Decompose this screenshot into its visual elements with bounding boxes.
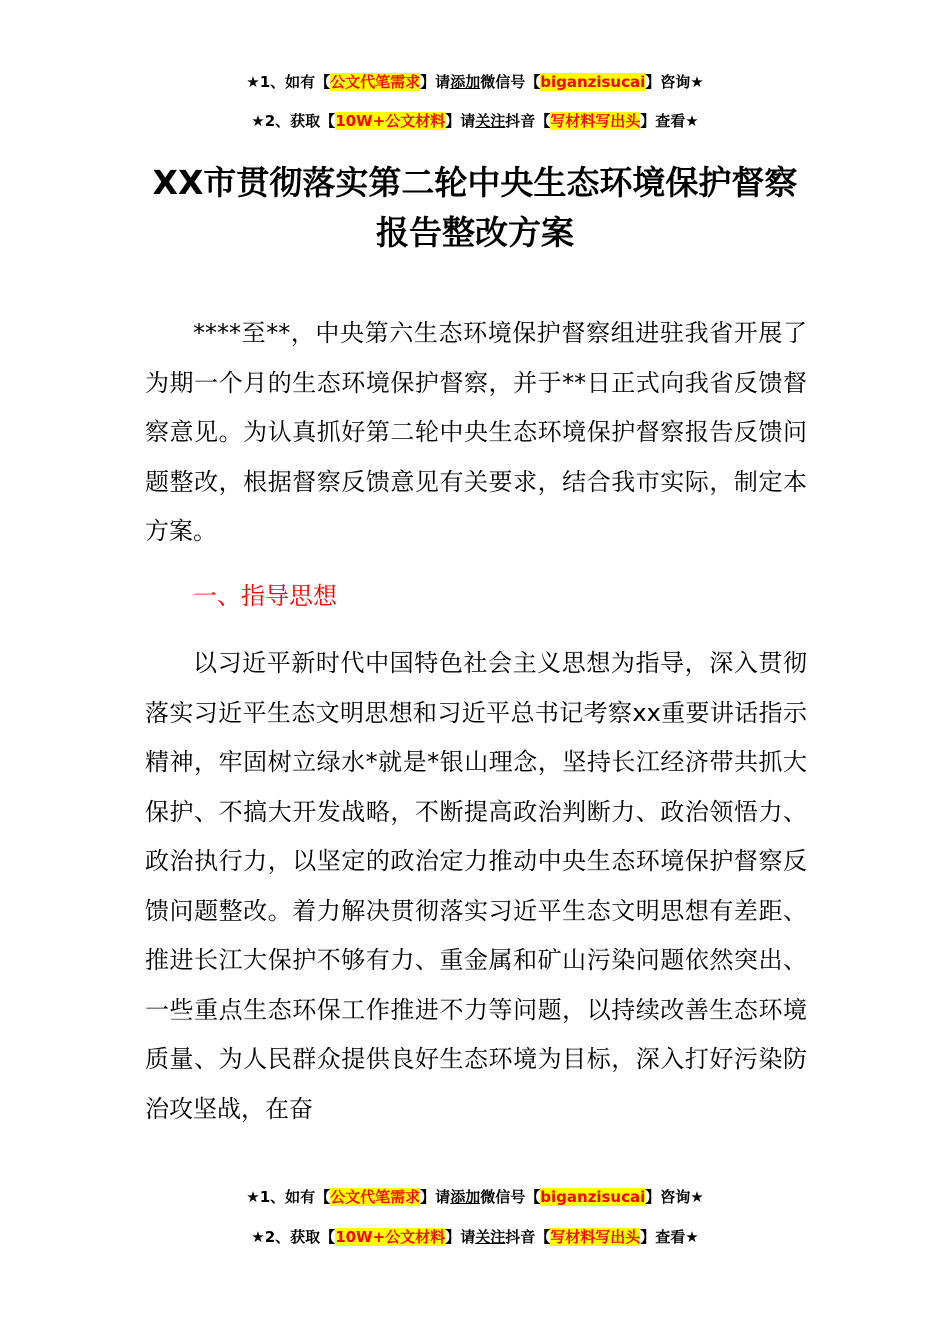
promo-text: 】请	[445, 112, 476, 130]
header-promo-line-1	[0, 71, 950, 93]
promo-text: ★2、获取【	[251, 112, 336, 130]
promo-text: 抖音【	[505, 112, 551, 130]
promo-highlight: biganzisucai	[540, 73, 646, 91]
promo-text: 】咨询★	[645, 1188, 704, 1206]
promo-text: 】咨询★	[645, 73, 704, 91]
section-paragraph: 以习近平新时代中国特色社会主义思想为指导，深入贯彻落实习近平生态文明思想和习近平总书记考察xx重要讲话指示精神，牢固树立绿水*就是*银山理念，坚持长江经济带共抓大保护、不搞大开发战略，不断提高政治判断力、政治领悟力、政治执行力，以坚定的政治定力推动中央生态环境保护督察反馈问题整改。着力解决贯彻落实习近平生态文明思想有差距、推进长江大保护不够有力、重金属和矿山污染问题依然突出、一些重点生态环保工作推进不力等问题，以持续改善生态环境质量、为人民群众提供良好生态环境为目标，深入打好污染防治攻坚战，在奋	[145, 649, 807, 1123]
promo-underline: 添加	[450, 1188, 481, 1206]
promo-text: ★1、如有【	[246, 73, 331, 91]
header-promo-line-2	[0, 110, 950, 132]
promo-highlight: 写材料写出头	[550, 1228, 641, 1246]
promo-text: 抖音【	[505, 1228, 551, 1246]
promo-text: 微信号【	[480, 1188, 541, 1206]
promo-text: 】请	[445, 1228, 476, 1246]
promo-underline: 添加	[450, 73, 481, 91]
section-heading: 一、指导思想	[193, 582, 337, 610]
promo-text: 】请	[420, 73, 451, 91]
promo-text: ★1、如有【	[246, 1188, 331, 1206]
promo-text: 微信号【	[480, 73, 541, 91]
promo-highlight: 10W+公文材料	[335, 1228, 446, 1246]
promo-text: 】查看★	[640, 1228, 699, 1246]
promo-highlight: biganzisucai	[540, 1188, 646, 1206]
promo-highlight: 10W+公文材料	[335, 112, 446, 130]
intro-paragraph: ****至**，中央第六生态环境保护督察组进驻我省开展了为期一个月的生态环境保护督察，并于**日正式向我省反馈督察意见。为认真抓好第二轮中央生态环境保护督察报告反馈问题整改，根据督察反馈意见有关要求，结合我市实际，制定本方案。	[145, 319, 807, 545]
promo-text: 】查看★	[640, 112, 699, 130]
promo-highlight: 公文代笔需求	[330, 73, 421, 91]
promo-text: 】请	[420, 1188, 451, 1206]
footer-promo-line-2	[0, 1226, 950, 1248]
promo-highlight: 公文代笔需求	[330, 1188, 421, 1206]
promo-underline: 关注	[475, 112, 506, 130]
promo-underline: 关注	[475, 1228, 506, 1246]
promo-text: ★2、获取【	[251, 1228, 336, 1246]
footer-promo-line-1	[0, 1186, 950, 1208]
promo-highlight: 写材料写出头	[550, 112, 641, 130]
document-title: XX市贯彻落实第二轮中央生态环境保护督察报告整改方案	[152, 163, 798, 252]
